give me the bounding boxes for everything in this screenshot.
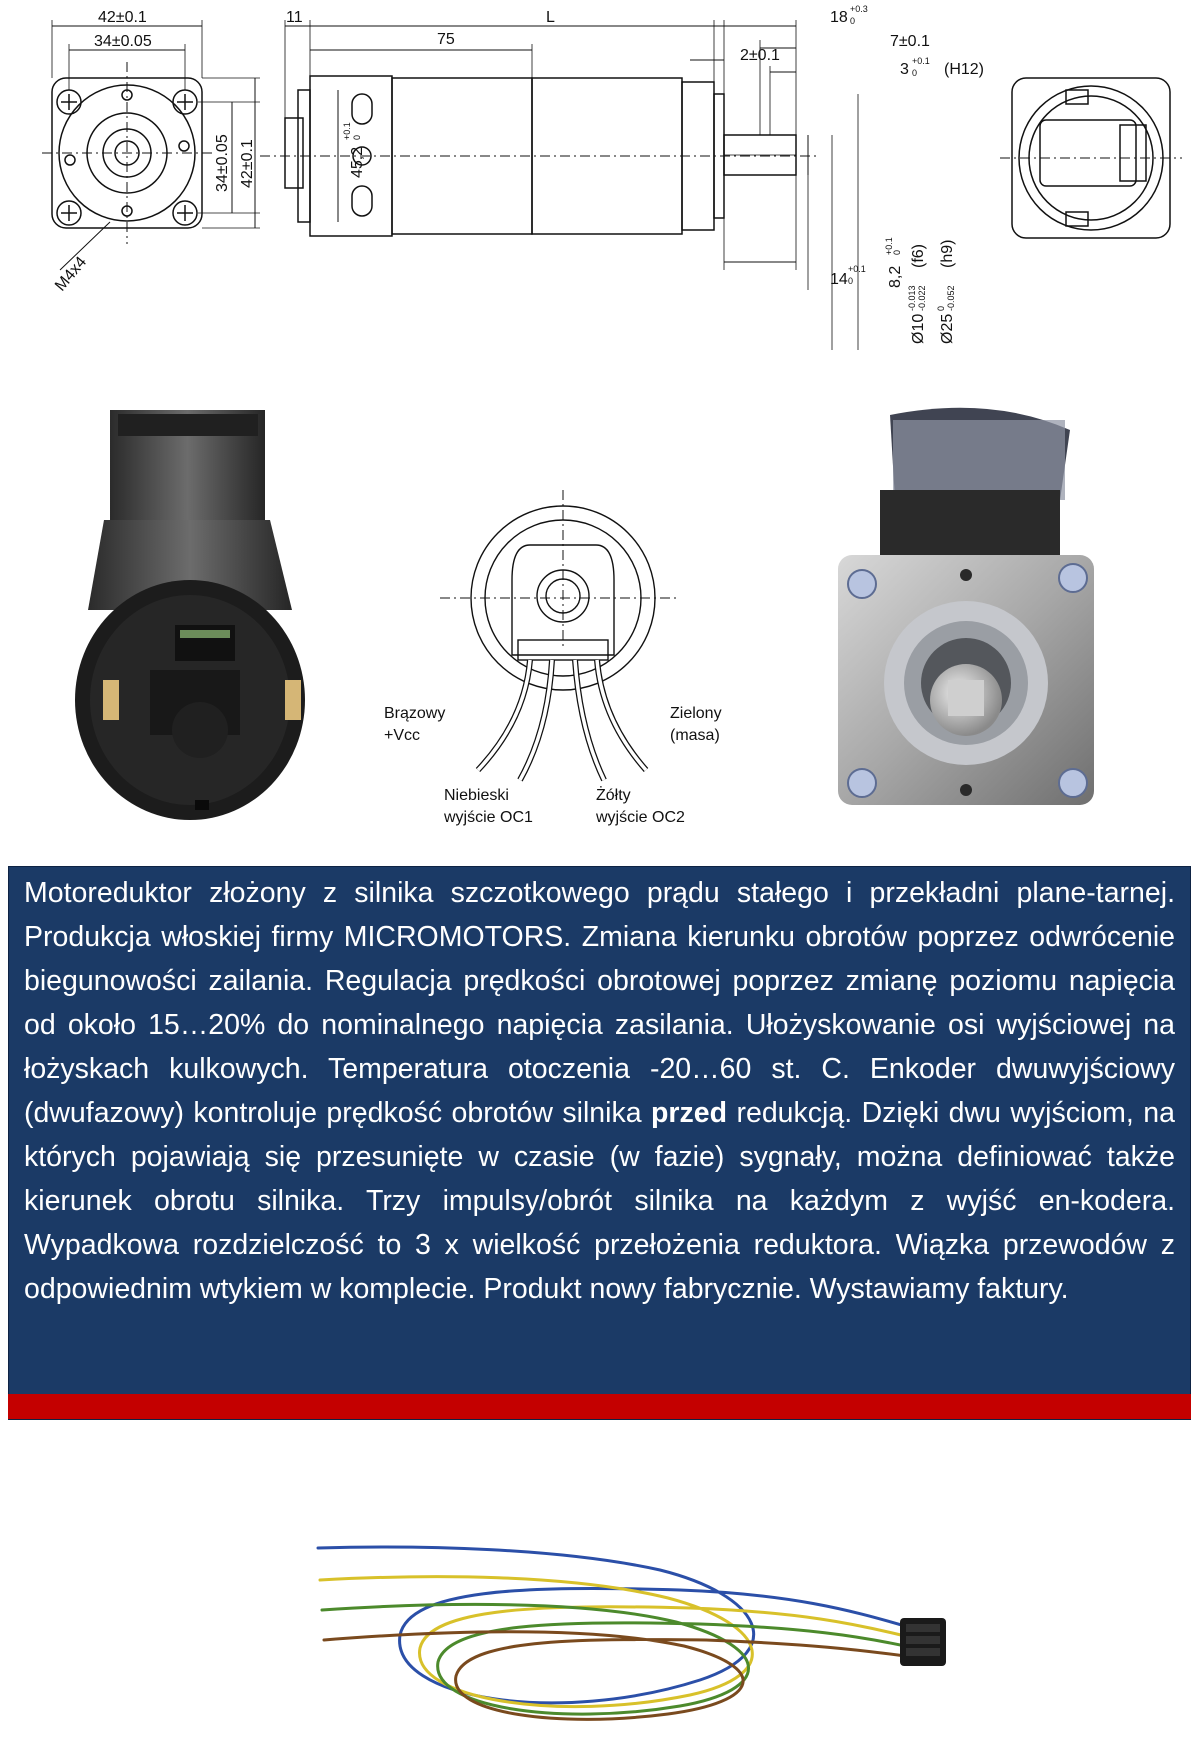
description-text	[24, 871, 1175, 1311]
dim-flat-tol-low: 0	[892, 249, 902, 255]
dim-flange: 2±0.1	[740, 47, 780, 64]
dim-outer-height: 42±0.1	[239, 139, 256, 188]
dim-shaft-length-tol-low: 0	[850, 16, 856, 26]
yellow-wire-sub: wyjście OC2	[596, 809, 685, 826]
dim-pilot-dia-tol-low: -0.052	[946, 285, 956, 311]
yellow-wire-label: Żółty	[596, 787, 631, 804]
dim-thread: M4x4	[52, 253, 91, 295]
harness-wire-blue	[318, 1547, 905, 1703]
dim-flat: 8,2	[887, 265, 904, 288]
motor-rear-photo	[75, 410, 305, 820]
blue-wire-sub: wyjście OC1	[444, 809, 533, 826]
harness-wire-yellow	[320, 1577, 905, 1707]
dim-shaft-length: 18	[830, 9, 848, 26]
dim-outer-width: 42±0.1	[98, 9, 147, 26]
dim-key-fit: (H12)	[944, 61, 985, 78]
photos-and-encoder	[0, 0, 1200, 860]
harness-wire-green	[322, 1604, 905, 1714]
dim-pilot-fit: (h9)	[939, 239, 956, 268]
dim-body-height: 45,2	[349, 146, 366, 178]
dim-a: 11	[286, 9, 303, 26]
dim-body: 75	[437, 31, 455, 48]
dim-flat-length: 14	[830, 271, 848, 288]
dim-flat-length-tol: +0.1	[848, 264, 866, 274]
dim-shaft-fit: (f6)	[910, 244, 927, 268]
description-bold: przed	[651, 1097, 728, 1129]
dim-shaft-dia: Ø10	[910, 313, 927, 344]
dim-key-width-tol: +0.1	[912, 56, 930, 66]
dim-shaft-length-tol: +0.3	[850, 4, 868, 14]
green-wire-sub: (masa)	[670, 727, 720, 744]
harness-wire-brown	[324, 1632, 905, 1720]
dim-shaft-dia-tol-low: -0.022	[917, 285, 927, 311]
dim-hole-spacing: 34±0.05	[94, 33, 152, 50]
dim-key-offset: 7±0.1	[890, 33, 930, 50]
dim-total: L	[546, 9, 555, 26]
dim-flat-tol: +0.1	[884, 237, 894, 255]
description-part-2: redukcją. Dzięki dwu wyjściom, na których pojawiają się przesunięte w czasie (w fazie) sygnały, można definiować także kierunek obrotu silnika. Trzy impulsy/obrót silnika na każdym z wyjść en-kodera. Wypadkowa rozdzielczość to 3 x wielkość przełożenia reduktora. Wiązka przewodów z odpowiednim wtykiem w komplecie. Produkt nowy fabrycznie. Wystawiamy faktury.	[24, 1097, 1175, 1305]
dim-flat-length-tol-low: 0	[848, 276, 854, 286]
description-part-1: Motoreduktor złożony z silnika szczotkowego prądu stałego i przekładni plane-tarnej. Produkcja włoskiej firmy MICROMOTORS. Zmiana kierunku obrotów poprzez odwrócenie biegunowości zailania. Regulacja prędkości obrotowej poprzez zmianę poziomu napięcia od około 15…20% do nominalnego napięcia zasilania. Ułożyskowanie osi wyjściowej na łożyskach kulkowych. Temperatura otoczenia -20…60 st. C. Enkoder dwuwyjściowy (dwufazowy) kontroluje prędkość obrotów silnika	[24, 877, 1175, 1129]
description-panel	[8, 866, 1191, 1420]
encoder-diagram	[440, 490, 680, 780]
gearbox-front-photo	[838, 408, 1094, 805]
dim-pilot-dia: Ø25	[939, 313, 956, 344]
green-wire-label: Zielony	[670, 705, 722, 722]
brown-wire-label: Brązowy	[384, 705, 446, 722]
dim-hole-spacing-v: 34±0.05	[214, 134, 231, 192]
dim-body-height-tol-low: 0	[352, 134, 362, 140]
dim-key-width: 3	[900, 61, 909, 78]
dim-key-width-tol-low: 0	[912, 68, 918, 78]
dim-shaft-dia-tol: -0.013	[907, 285, 917, 311]
dim-pilot-dia-tol: 0	[936, 305, 946, 311]
dim-body-height-tol: +0.1	[342, 122, 352, 140]
blue-wire-label: Niebieski	[444, 787, 509, 804]
harness-connector	[900, 1618, 946, 1666]
accent-bar	[8, 1394, 1191, 1419]
brown-wire-sub: +Vcc	[384, 727, 421, 744]
